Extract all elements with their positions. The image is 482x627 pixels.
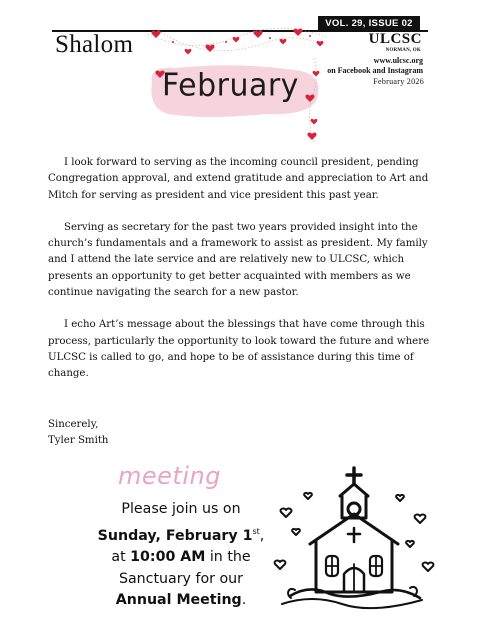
at-text: at [111,549,131,565]
meeting-day: Sunday, February 1 [97,527,253,544]
invite-line: Please join us on [121,501,241,517]
social-note: on Facebook and Instagram [327,66,423,75]
org-city: NORMAN, OK [385,48,421,53]
signature-name: Tyler Smith [48,435,109,446]
letter-body [48,155,432,399]
in-the-text: in the [205,549,251,565]
issue-date: February 2026 [373,77,424,86]
letter-paragraph: I echo Art’s message about the blessings that have come through this process, particularly the opportunity to look toward the future and where ULCSC is called to go, and hope to be of assistance during this time of change. [48,319,430,380]
website-link[interactable]: www.ulcsc.org [373,56,423,65]
meeting-invite [76,499,286,612]
newsletter-name: Shalom [55,31,134,58]
month-title: February [162,67,299,104]
org-name: ULCSC [368,31,422,47]
comma: , [259,527,265,544]
issue-badge: VOL. 29, ISSUE 02 [318,16,420,31]
invite-date-line [76,521,286,548]
day-suffix: st [252,526,260,536]
church-illustration [270,466,440,616]
side-heart-string [300,58,328,142]
invite-event-line [76,590,286,612]
invite-time-line [76,547,286,569]
period: . [241,592,247,608]
signature-block [48,417,109,449]
invite-line: Sanctuary for our [118,570,243,587]
letter-paragraph: I look forward to serving as the incoming council president, pending Congregation approval, and extend gratitude and appreciation to Art and Mitch for serving as president and vice president this past year. [48,157,429,201]
letter-paragraph: Serving as secretary for the past two years provided insight into the church’s fundamentals and a framework to assist as president. My family and I attend the late service and are relatively new to ULCSC, which presents an opportunity to get better acquainted with members as we continue navigating the search for a new pastor. [48,221,428,299]
meeting-heading: meeting [118,462,221,490]
meeting-time: 10:00 AM [130,549,206,565]
closing: Sincerely, [48,419,99,430]
meeting-event: Annual Meeting [115,592,242,608]
